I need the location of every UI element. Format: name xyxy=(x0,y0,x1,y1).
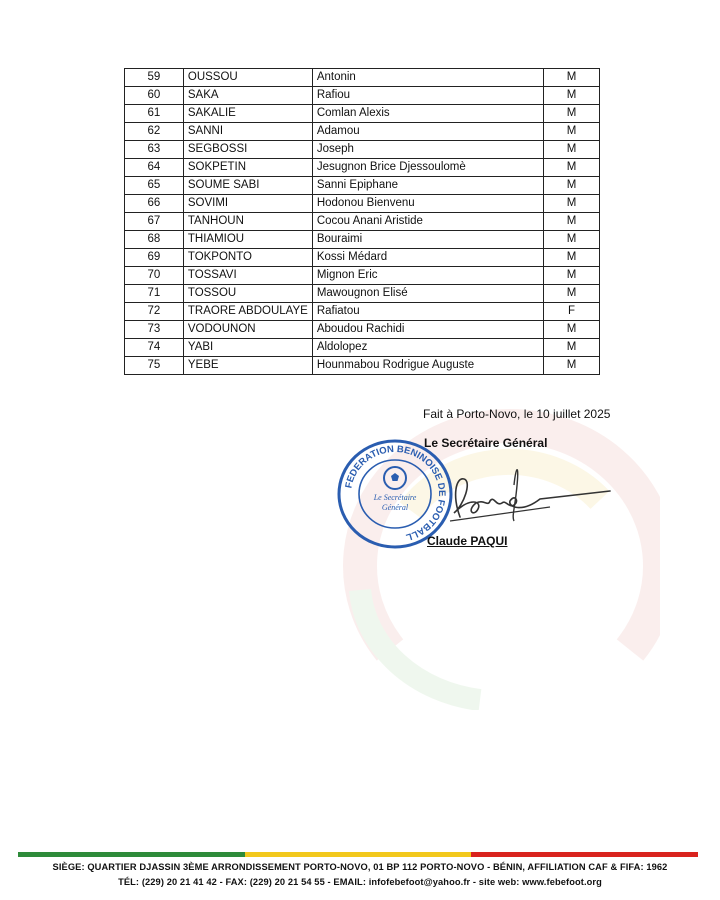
table-row xyxy=(125,105,600,123)
sex-cell: M xyxy=(544,249,600,267)
table-row xyxy=(125,249,600,267)
last-name-cell: TRAORE ABDOULAYE xyxy=(183,303,312,321)
row-number-cell: 67 xyxy=(125,213,184,231)
first-name-cell: Comlan Alexis xyxy=(312,105,543,123)
table-row xyxy=(125,87,600,105)
row-number-cell: 75 xyxy=(125,357,184,375)
sex-cell: M xyxy=(544,141,600,159)
first-name-cell: Rafiatou xyxy=(312,303,543,321)
last-name-cell: YEBE xyxy=(183,357,312,375)
footer-contact: TÉL: (229) 20 21 41 42 - FAX: (229) 20 21 54 55 - EMAIL: infofebefoot@yahoo.fr - site web: www.febefoot.org xyxy=(118,877,602,887)
first-name-cell: Sanni Epiphane xyxy=(312,177,543,195)
row-number-cell: 69 xyxy=(125,249,184,267)
sex-cell: M xyxy=(544,105,600,123)
first-name-cell: Adamou xyxy=(312,123,543,141)
first-name-cell: Antonin xyxy=(312,69,543,87)
table-row xyxy=(125,141,600,159)
sex-cell: M xyxy=(544,321,600,339)
first-name-cell: Aldolopez xyxy=(312,339,543,357)
sex-cell: M xyxy=(544,69,600,87)
table-row xyxy=(125,231,600,249)
last-name-cell: SOKPETIN xyxy=(183,159,312,177)
last-name-cell: YABI xyxy=(183,339,312,357)
row-number-cell: 65 xyxy=(125,177,184,195)
last-name-cell: TOSSAVI xyxy=(183,267,312,285)
row-number-cell: 60 xyxy=(125,87,184,105)
footer-color-bar xyxy=(18,852,698,857)
first-name-cell: Jesugnon Brice Djessoulomè xyxy=(312,159,543,177)
table-row xyxy=(125,285,600,303)
last-name-cell: THIAMIOU xyxy=(183,231,312,249)
sex-cell: F xyxy=(544,303,600,321)
sex-cell: M xyxy=(544,159,600,177)
last-name-cell: SAKA xyxy=(183,87,312,105)
first-name-cell: Hounmabou Rodrigue Auguste xyxy=(312,357,543,375)
row-number-cell: 70 xyxy=(125,267,184,285)
last-name-cell: SANNI xyxy=(183,123,312,141)
table-row xyxy=(125,321,600,339)
first-name-cell: Rafiou xyxy=(312,87,543,105)
last-name-cell: SOVIMI xyxy=(183,195,312,213)
place-and-date: Fait à Porto-Novo, le 10 juillet 2025 xyxy=(423,407,611,421)
last-name-cell: SOUME SABI xyxy=(183,177,312,195)
row-number-cell: 64 xyxy=(125,159,184,177)
sex-cell: M xyxy=(544,231,600,249)
last-name-cell: SAKALIE xyxy=(183,105,312,123)
row-number-cell: 72 xyxy=(125,303,184,321)
last-name-cell: TOSSOU xyxy=(183,285,312,303)
first-name-cell: Mawougnon Elisé xyxy=(312,285,543,303)
signatory-name: Claude PAQUI xyxy=(427,534,508,548)
footer-bar-red xyxy=(471,852,698,857)
stamp-center-line-2: Général xyxy=(381,503,409,512)
footer-bar-yellow xyxy=(245,852,472,857)
table-row xyxy=(125,267,600,285)
last-name-cell: VODOUNON xyxy=(183,321,312,339)
sex-cell: M xyxy=(544,339,600,357)
row-number-cell: 71 xyxy=(125,285,184,303)
first-name-cell: Joseph xyxy=(312,141,543,159)
footer-bar-green xyxy=(18,852,245,857)
table-row xyxy=(125,303,600,321)
table-row xyxy=(125,213,600,231)
sex-cell: M xyxy=(544,177,600,195)
table-row xyxy=(125,69,600,87)
player-roster-table xyxy=(124,68,600,375)
row-number-cell: 68 xyxy=(125,231,184,249)
last-name-cell: SEGBOSSI xyxy=(183,141,312,159)
last-name-cell: OUSSOU xyxy=(183,69,312,87)
sex-cell: M xyxy=(544,285,600,303)
row-number-cell: 73 xyxy=(125,321,184,339)
last-name-cell: TANHOUN xyxy=(183,213,312,231)
row-number-cell: 61 xyxy=(125,105,184,123)
row-number-cell: 59 xyxy=(125,69,184,87)
row-number-cell: 62 xyxy=(125,123,184,141)
stamp-center-line-1: Le Secrétaire xyxy=(373,493,417,502)
table-row xyxy=(125,195,600,213)
table-row xyxy=(125,123,600,141)
signatory-title: Le Secrétaire Général xyxy=(424,436,548,450)
first-name-cell: Hodonou Bienvenu xyxy=(312,195,543,213)
row-number-cell: 74 xyxy=(125,339,184,357)
stamp-ring-text: FEDERATION BENINOISE DE FOOTBALL xyxy=(343,443,448,543)
last-name-cell: TOKPONTO xyxy=(183,249,312,267)
sex-cell: M xyxy=(544,195,600,213)
first-name-cell: Aboudou Rachidi xyxy=(312,321,543,339)
table-row xyxy=(125,159,600,177)
footer-address: SIÈGE: QUARTIER DJASSIN 3ÈME ARRONDISSEMENT PORTO-NOVO, 01 BP 112 PORTO-NOVO - BÉNIN, AFFILIATION CAF & FIFA: 1962 xyxy=(52,862,668,872)
first-name-cell: Mignon Eric xyxy=(312,267,543,285)
table-row xyxy=(125,357,600,375)
row-number-cell: 63 xyxy=(125,141,184,159)
first-name-cell: Kossi Médard xyxy=(312,249,543,267)
handwritten-signature xyxy=(430,455,615,535)
sex-cell: M xyxy=(544,213,600,231)
row-number-cell: 66 xyxy=(125,195,184,213)
sex-cell: M xyxy=(544,267,600,285)
sex-cell: M xyxy=(544,123,600,141)
table-row xyxy=(125,339,600,357)
table-row xyxy=(125,177,600,195)
first-name-cell: Bouraimi xyxy=(312,231,543,249)
sex-cell: M xyxy=(544,357,600,375)
sex-cell: M xyxy=(544,87,600,105)
first-name-cell: Cocou Anani Aristide xyxy=(312,213,543,231)
